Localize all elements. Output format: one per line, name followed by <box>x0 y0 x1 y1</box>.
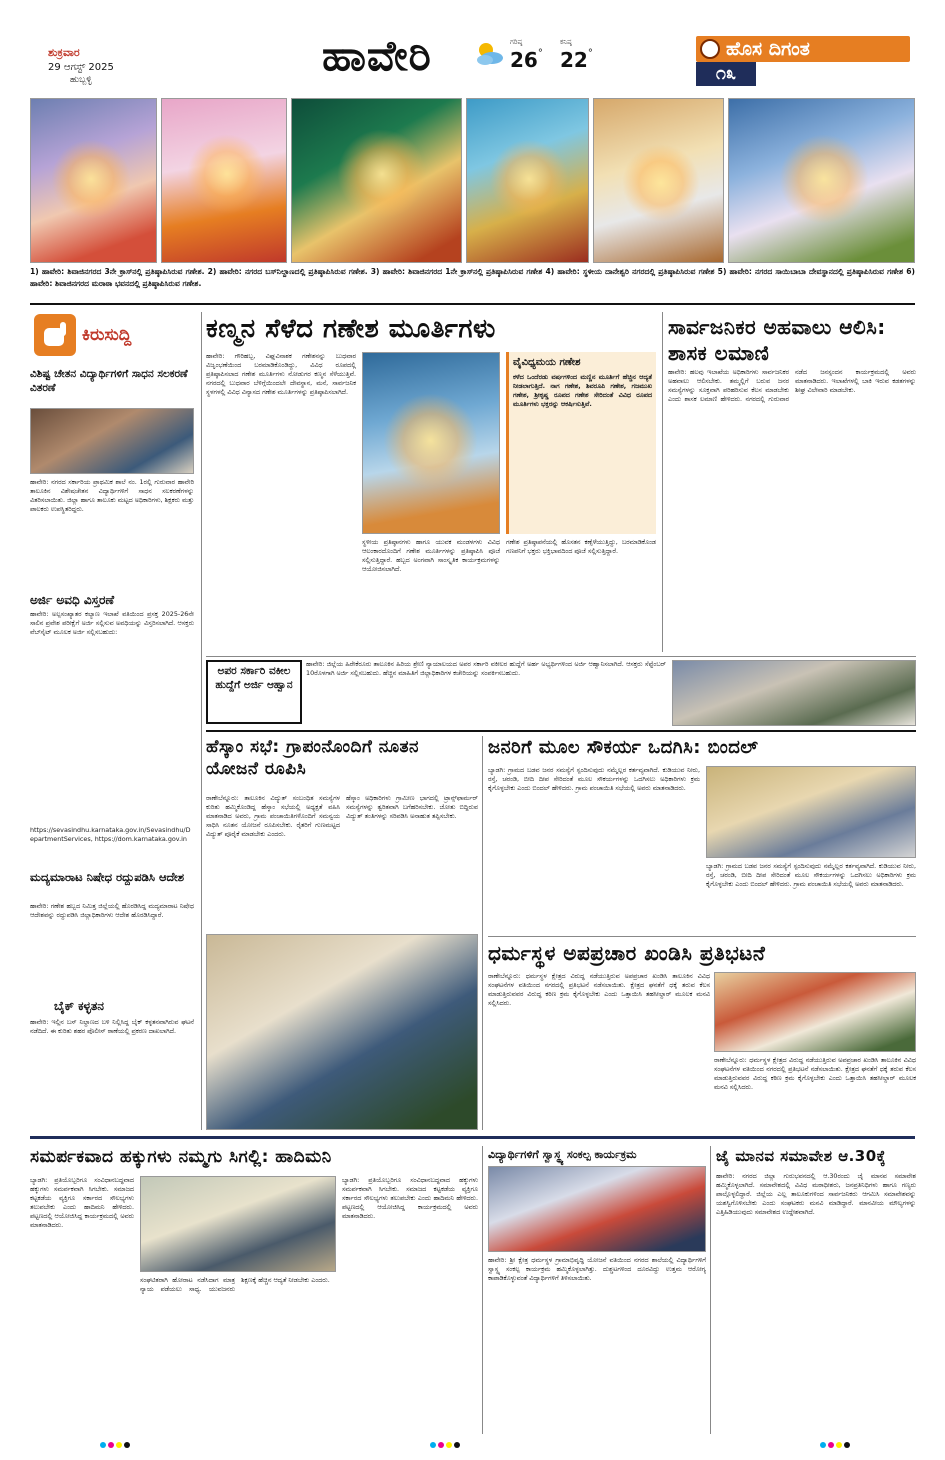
mid-divider-1 <box>206 656 916 657</box>
kirusuddi-photo <box>30 408 194 474</box>
bindal-body: ಬ್ಯಾಡಗಿ: ಗ್ರಾಮದ ಬಡವ ಜನರ ಸಮಸ್ಯೆಗೆ ಸ್ಪಂದಿಸುವುದು ನಮ್ಮೆಲ್ಲರ ಕರ್ತವ್ಯವಾಗಿದೆ. ಕುಡಿಯುವ ನೀರು, ರಸ್ತೆ, ಚರಂಡಿ, ಬೀದಿ ದೀಪ ಸೇರಿದಂತೆ ಮೂಲ ಸೌಕರ್ಯಗಳನ್ನು ಒದಗಿಸಲು ಅಧಿಕಾರಿಗಳು ಕ್ರಮ ಕೈಗೊಳ್ಳಬೇಕು ಎಂದು ಬಿಂದಲ್ ಹೇಳಿದರು. ಗ್ರಾಮ ಪಂಚಾಯಿತಿ ಸಭೆಯಲ್ಲಿ ಅವರು ಮಾತನಾಡಿದರು. <box>488 766 700 793</box>
ganesha-body-2: ಸ್ಥಳೀಯ ಪ್ರತಿಷ್ಠಾನಗಳು ಹಾಗೂ ಯುವಕ ಮಂಡಳಗಳು ವಿವಿಧ ಆಲಂಕಾರದೊಂದಿಗೆ ಗಣೇಶ ಮೂರ್ತಿಗಳನ್ನು ಪ್ರತಿಷ್ಠಾಪಿಸಿ ಪೂಜೆ ಸಲ್ಲಿಸುತ್ತಿದ್ದಾರೆ. ಹಬ್ಬದ ಅಂಗವಾಗಿ ಸಾಂಸ್ಕೃತಿಕ ಕಾರ್ಯಕ್ರಮಗಳನ್ನು ಆಯೋಜಿಸಲಾಗಿದೆ. <box>362 538 500 574</box>
health-headline: ವಿದ್ಯಾರ್ಥಿಗಳಿಗೆ ಸ್ವಾಸ್ಥ್ಯ ಸಂಕಲ್ಪ ಕಾರ್ಯಕ್ರಮ <box>488 1148 637 1161</box>
max-temp: 26 <box>510 48 538 73</box>
hand-icon <box>34 314 76 356</box>
top-photo-caption: 1) ಹಾವೇರಿ: ಶಿವಾಜಿನಗರದ 3ನೇ ಕ್ರಾಸ್‍ನಲ್ಲಿ ಪ್ರತಿಷ್ಠಾಪಿಸಿರುವ ಗಣೇಶ. 2) ಹಾವೇರಿ: ನಗರದ ಬಸ್‍ನಿಲ್ದಾಣದಲ್ಲಿ ಪ್ರತಿಷ್ಠಾಪಿಸಿರುವ ಗಣೇಶ. 3) ಹಾವೇರಿ: ಶಿವಾಜಿನಗರದ 1ನೇ ಕ್ರಾಸ್‍ನಲ್ಲಿ ಪ್ರತಿಷ್ಠಾಪಿಸಿರುವ ಗಣೇಶ 4) ಹಾವೇರಿ: ಸ್ಥಳೀಯ ದಾನೇಶ್ವರಿ ನಗರದಲ್ಲಿ ಪ್ರತಿಷ್ಠಾಪಿಸಿರುವ ಗಣೇಶ 5) ಹಾವೇರಿ: ನಗರದ ಸಾಯಿಬಾಬಾ ದೇವಸ್ಥಾನದಲ್ಲಿ ಪ್ರತಿಷ್ಠಾಪಿಸಿರುವ ಗಣೇಶ 6) ಹಾವೇರಿ: ಶಿವಾಜಿನಗರದ ಮರಾಠಾ ಭವನದಲ್ಲಿ ಪ್ರತಿಷ್ಠಾಪಿಸಿರುವ ಗಣೇಶ. <box>30 267 915 288</box>
paper-name: ಹೊಸ ದಿಗಂತ <box>726 38 810 60</box>
dharmasthala-photo <box>714 972 916 1052</box>
kirusuddi-body-4: ಹಾವೇರಿ: ಇಲ್ಲಿನ ಬಸ್ ನಿಲ್ದಾಣದ ಬಳಿ ನಿಲ್ಲಿಸಿದ್ದ ಬೈಕ್ ಕಳ್ಳತನವಾಗಿರುವ ಘಟನೆ ನಡೆದಿದೆ. ಈ ಕುರಿತು ಶಹರ ಪೊಲೀಸ್ ಠಾಣೆಯಲ್ಲಿ ಪ್ರಕರಣ ದಾಖಲಾಗಿದೆ. <box>30 1018 194 1036</box>
hadimani-body-3: ಬ್ಯಾಡಗಿ: ಪ್ರತಿಯೊಬ್ಬರಿಗೂ ಸಂವಿಧಾನಬದ್ಧವಾದ ಹಕ್ಕುಗಳು ಸಮರ್ಪಕವಾಗಿ ಸಿಗಬೇಕು. ಸಮಾಜದ ಕಟ್ಟಕಡೆಯ ವ್ಯಕ್ತಿಗೂ ಸರ್ಕಾರದ ಸೌಲಭ್ಯಗಳು ತಲುಪಬೇಕು ಎಂದು ಹಾದಿಮನಿ ಹೇಳಿದರು. ಪಟ್ಟಣದಲ್ಲಿ ಆಯೋಜಿಸಿದ್ದ ಕಾರ್ಯಕ್ರಮದಲ್ಲಿ ಅವರು ಮಾತನಾಡಿದರು. <box>342 1176 478 1221</box>
hadimani-body: ಬ್ಯಾಡಗಿ: ಪ್ರತಿಯೊಬ್ಬರಿಗೂ ಸಂವಿಧಾನಬದ್ಧವಾದ ಹಕ್ಕುಗಳು ಸಮರ್ಪಕವಾಗಿ ಸಿಗಬೇಕು. ಸಮಾಜದ ಕಟ್ಟಕಡೆಯ ವ್ಯಕ್ತಿಗೂ ಸರ್ಕಾರದ ಸೌಲಭ್ಯಗಳು ತಲುಪಬೇಕು ಎಂದು ಹಾದಿಮನಿ ಹೇಳಿದರು. ಪಟ್ಟಣದಲ್ಲಿ ಆಯೋಜಿಸಿದ್ದ ಕಾರ್ಯಕ್ರಮದಲ್ಲಿ ಅವರು ಮಾತನಾಡಿದರು. <box>30 1176 134 1230</box>
apara-title: ಅಪರ ಸರ್ಕಾರಿ ವಕೀಲ ಹುದ್ದೆಗೆ ಅರ್ಜಿ ಆಹ್ವಾನ <box>215 665 293 691</box>
ganesha-photo-4 <box>466 98 589 263</box>
bottom-divider <box>30 1136 915 1139</box>
dharmasthala-body-2: ರಾಣೇಬೆನ್ನೂರು: ಧರ್ಮಸ್ಥಳ ಕ್ಷೇತ್ರದ ವಿರುದ್ಧ ನಡೆಯುತ್ತಿರುವ ಅಪಪ್ರಚಾರ ಖಂಡಿಸಿ ತಾಲೂಕಿನ ವಿವಿಧ ಸಂಘಟನೆಗಳ ವತಿಯಿಂದ ನಗರದಲ್ಲಿ ಪ್ರತಿಭಟನೆ ನಡೆಸಲಾಯಿತು. ಕ್ಷೇತ್ರದ ಘನತೆಗೆ ಧಕ್ಕೆ ತರುವ ಕೆಲಸ ಮಾಡುತ್ತಿರುವವರ ವಿರುದ್ಧ ಕಠಿಣ ಕ್ರಮ ಕೈಗೊಳ್ಳಬೇಕು ಎಂದು ಒತ್ತಾಯಿಸಿ ತಹಸೀಲ್ದಾರ್ ಮೂಲಕ ಮನವಿ ಸಲ್ಲಿಸಿದರು. <box>714 1056 916 1092</box>
kirusuddi-headline-4: ಬೈಕ್ ಕಳ್ಳತನ <box>54 999 104 1013</box>
max-temp-block: ಗರಿಷ್ಠ 26° <box>510 38 550 74</box>
ganesha-photo-6 <box>728 98 915 263</box>
ganesha-body: ಹಾವೇರಿ: ಗೌರಿಹಬ್ಬ, ವಿಘ್ನವಿನಾಶಕ ಗಣೇಶನನ್ನು ಬುಧವಾರ ವಿಜೃಂಭಣೆಯಿಂದ ಬರಮಾಡಿಕೊಂಡಿದ್ದು, ವಿವಿಧ ರೂಪದಲ್ಲಿ ಪ್ರತಿಷ್ಠಾಪಿಸಲಾದ ಗಣೇಶ ಮೂರ್ತಿಗಳು ನೋಡುಗರ ಕಣ್ಮನ ಸೆಳೆಯುತ್ತಿವೆ. ನಗರದಲ್ಲಿ ಬುಧವಾರ ಬೆಳಿಗ್ಗೆಯಿಂದಲೇ ದೇವಸ್ಥಾನ, ಮನೆ, ಸಾರ್ವಜನಿಕ ಸ್ಥಳಗಳಲ್ಲಿ ವಿವಿಧ ವಿನ್ಯಾಸದ ಗಣೇಶ ಮೂರ್ತಿಗಳನ್ನು ಪ್ರತಿಷ್ಠಾಪಿಸಲಾಗಿದೆ. <box>206 352 356 397</box>
ganesha-photo-1 <box>30 98 157 263</box>
ganesha-body-3: ಗಣೇಶ ಪ್ರತಿಷ್ಠಾಪನೆಯಲ್ಲಿ ಹೊಸತನ ಕಣ್ಸೆಳೆಯುತ್ತಿದ್ದು, ಬರಮಾಡಿಕೊಂಡ ಗಣಪನಿಗೆ ಭಕ್ತರು ಭಕ್ತಿಭಾವದಿಂದ ಪೂಜೆ ಸಲ್ಲಿಸುತ್ತಿದ್ದಾರೆ. <box>506 538 656 556</box>
masthead-date-block <box>48 46 158 86</box>
bindal-body-2: ಬ್ಯಾಡಗಿ: ಗ್ರಾಮದ ಬಡವ ಜನರ ಸಮಸ್ಯೆಗೆ ಸ್ಪಂದಿಸುವುದು ನಮ್ಮೆಲ್ಲರ ಕರ್ತವ್ಯವಾಗಿದೆ. ಕುಡಿಯುವ ನೀರು, ರಸ್ತೆ, ಚರಂಡಿ, ಬೀದಿ ದೀಪ ಸೇರಿದಂತೆ ಮೂಲ ಸೌಕರ್ಯಗಳನ್ನು ಒದಗಿಸಲು ಅಧಿಕಾರಿಗಳು ಕ್ರಮ ಕೈಗೊಳ್ಳಬೇಕು ಎಂದು ಬಿಂದಲ್ ಹೇಳಿದರು. ಗ್ರಾಮ ಪಂಚಾಯಿತಿ ಸಭೆಯಲ್ಲಿ ಅವರು ಮಾತನಾಡಿದರು. <box>706 862 916 889</box>
max-label: ಗರಿಷ್ಠ <box>510 38 523 46</box>
weather-icon <box>472 40 506 68</box>
info-box-body: ಕಳೆದ ಒಂದೆರಡು ವರ್ಷಗಳಿಂದ ಮಣ್ಣಿನ ಮೂರ್ತಿಗೆ ಹೆಚ್ಚಿನ ಆದ್ಯತೆ ನೀಡಲಾಗುತ್ತಿದೆ. ನಾಗ ಗಣೇಶ, ಶಿವರೂಪಿ ಗಣೇಶ, ಗಜಮುಖ ಗಣೇಶ, ಶ್ರೀಕೃಷ್ಣ ರೂಪದ ಗಣೇಶ ಸೇರಿದಂತೆ ವಿವಿಧ ರೂಪದ ಮೂರ್ತಿಗಳು ಭಕ್ತರನ್ನು ಆಕರ್ಷಿಸುತ್ತಿವೆ. <box>513 372 652 408</box>
ganesha-mla-divider <box>662 312 663 652</box>
hadimani-divider <box>482 1146 483 1434</box>
hescom-headline: ಹೆಸ್ಕಾಂ ಸಭೆ: ಗ್ರಾಪಂನೊಂದಿಗೆ ನೂತನ ಯೋಜನೆ ರೂಪಿಸಿ <box>206 737 420 779</box>
min-temp: 22 <box>560 48 588 73</box>
date: 29 ಆಗಸ್ಟ್ 2025 <box>48 61 114 73</box>
masthead <box>0 0 945 92</box>
ganesha-story-photo <box>362 352 500 534</box>
paper-logo <box>696 32 910 88</box>
registration-marks-left <box>100 1442 132 1451</box>
dharmasthala-headline: ಧರ್ಮಸ್ಥಳ ಅಪಪ್ರಚಾರ ಖಂಡಿಸಿ ಪ್ರತಿಭಟನೆ <box>488 941 766 965</box>
info-box-title: ವೈವಿಧ್ಯಮಯ ಗಣೇಶ <box>513 357 581 368</box>
ganesha-headline: ಕಣ್ಮನ ಸೆಳೆದ ಗಣೇಶ ಮೂರ್ತಿಗಳು <box>206 314 496 344</box>
dharmasthala-body: ರಾಣೇಬೆನ್ನೂರು: ಧರ್ಮಸ್ಥಳ ಕ್ಷೇತ್ರದ ವಿರುದ್ಧ ನಡೆಯುತ್ತಿರುವ ಅಪಪ್ರಚಾರ ಖಂಡಿಸಿ ತಾಲೂಕಿನ ವಿವಿಧ ಸಂಘಟನೆಗಳ ವತಿಯಿಂದ ನಗರದಲ್ಲಿ ಪ್ರತಿಭಟನೆ ನಡೆಸಲಾಯಿತು. ಕ್ಷೇತ್ರದ ಘನತೆಗೆ ಧಕ್ಕೆ ತರುವ ಕೆಲಸ ಮಾಡುತ್ತಿರುವವರ ವಿರುದ್ಧ ಕಠಿಣ ಕ್ರಮ ಕೈಗೊಳ್ಳಬೇಕು ಎಂದು ಒತ್ತಾಯಿಸಿ ತಹಸೀಲ್ದಾರ್ ಮೂಲಕ ಮನವಿ ಸಲ್ಲಿಸಿದರು. <box>488 972 710 1008</box>
ganesha-photo-2 <box>161 98 287 263</box>
kirusuddi-headline-1: ವಿಶಿಷ್ಟ ಚೇತನ ವಿದ್ಯಾರ್ಥಿಗಳಿಗೆ ಸಾಧನ ಸಲಕರಣೆ ವಿತರಣೆ <box>30 368 188 394</box>
registration-marks-right <box>820 1442 852 1451</box>
kirusuddi-body-3: ಹಾವೇರಿ: ಗಣೇಶ ಹಬ್ಬದ ನಿಮಿತ್ತ ಜಿಲ್ಲೆಯಲ್ಲಿ ಹೊರಡಿಸಿದ್ದ ಮದ್ಯಮಾರಾಟ ನಿಷೇಧ ಆದೇಶವನ್ನು ರದ್ದುಪಡಿಸಿ ಜಿಲ್ಲಾಧಿಕಾರಿಗಳು ಆದೇಶ ಹೊರಡಿಸಿದ್ದಾರೆ. <box>30 902 194 920</box>
kirusuddi-headline-2: ಅರ್ಜಿ ಅವಧಿ ವಿಸ್ತರಣೆ <box>30 593 115 607</box>
jai-body: ಹಾವೇರಿ: ನಗರದ ಜಿಲ್ಲಾ ಗುರುಭವನದಲ್ಲಿ ಆ.30ರಂದು ಜೈ ಮಾನವ ಸಮಾವೇಶ ಹಮ್ಮಿಕೊಳ್ಳಲಾಗಿದೆ. ಸಮಾವೇಶದಲ್ಲಿ ವಿವಿಧ ಮಠಾಧೀಶರು, ಜನಪ್ರತಿನಿಧಿಗಳು ಹಾಗೂ ಗಣ್ಯರು ಪಾಲ್ಗೊಳ್ಳಲಿದ್ದಾರೆ. ಜಿಲ್ಲೆಯ ಎಲ್ಲ ತಾಲೂಕುಗಳಿಂದ ಸಾರ್ವಜನಿಕರು ಆಗಮಿಸಿ ಸಮಾವೇಶವನ್ನು ಯಶಸ್ವಿಗೊಳಿಸಬೇಕು ಎಂದು ಸಂಘಟಕರು ಮನವಿ ಮಾಡಿದ್ದಾರೆ. ಮಾನವೀಯ ಮೌಲ್ಯಗಳನ್ನು ಎತ್ತಿಹಿಡಿಯುವುದು ಸಮಾವೇಶದ ಉದ್ದೇಶವಾಗಿದೆ. <box>716 1172 916 1217</box>
hadimani-body-2: ಸಂಘಟಿತರಾಗಿ ಹೋರಾಟ ನಡೆಸಿದಾಗ ಮಾತ್ರ ನ್ಯಾಯ ಪಡೆಯಲು ಸಾಧ್ಯ. ಯುವಜನರು ಶಿಕ್ಷಣಕ್ಕೆ ಹೆಚ್ಚಿನ ಆದ್ಯತೆ ನೀಡಬೇಕು ಎಂದರು. <box>140 1276 330 1294</box>
page-number: ೧೩ <box>696 62 756 86</box>
logo-mark-icon <box>700 39 720 59</box>
mid-divider-2 <box>206 730 916 732</box>
kirusuddi-body-2: ಹಾವೇರಿ: ಅಲ್ಪಸಂಖ್ಯಾತರ ಕಲ್ಯಾಣ ಇಲಾಖೆ ವತಿಯಿಂದ ಪ್ರಸಕ್ತ 2025-26ನೇ ಸಾಲಿನ ಪ್ರವೇಶ ಪರೀಕ್ಷೆಗೆ ಅರ್ಜಿ ಸಲ್ಲಿಸುವ ಅವಧಿಯನ್ನು ವಿಸ್ತರಿಸಲಾಗಿದೆ. ಆಸಕ್ತರು ವೆಬ್‍ಸೈಟ್ ಮೂಲಕ ಅರ್ಜಿ ಸಲ್ಲಿಸಬಹುದು: <box>30 610 194 637</box>
min-label: ಕನಿಷ್ಠ <box>560 38 572 46</box>
bindal-divider <box>488 936 916 937</box>
ganesha-info-box <box>506 352 656 534</box>
bindal-headline: ಜನರಿಗೆ ಮೂಲ ಸೌಕರ್ಯ ಒದಗಿಸಿ: ಬಿಂದಲ್ <box>488 737 759 758</box>
health-body: ಹಾವೇರಿ: ಶ್ರೀ ಕ್ಷೇತ್ರ ಧರ್ಮಸ್ಥಳ ಗ್ರಾಮಾಭಿವೃದ್ಧಿ ಯೋಜನೆ ವತಿಯಿಂದ ನಗರದ ಶಾಲೆಯಲ್ಲಿ ವಿದ್ಯಾರ್ಥಿಗಳಿಗೆ ಸ್ವಾಸ್ಥ್ಯ ಸಂಕಲ್ಪ ಕಾರ್ಯಕ್ರಮ ಹಮ್ಮಿಕೊಳ್ಳಲಾಗಿತ್ತು. ದುಶ್ಚಟಗಳಿಂದ ದೂರವಿದ್ದು ಉತ್ತಮ ಆರೋಗ್ಯ ಕಾಪಾಡಿಕೊಳ್ಳುವಂತೆ ವಿದ್ಯಾರ್ಥಿಗಳಿಗೆ ತಿಳಿಸಲಾಯಿತು. <box>488 1256 706 1283</box>
ganesha-photo-3 <box>291 98 462 263</box>
health-photo <box>488 1166 706 1252</box>
min-temp-block: ಕನಿಷ್ಠ 22° <box>560 38 600 74</box>
hescom-body-2: ಹೆಸ್ಕಾಂ ಅಧಿಕಾರಿಗಳು ಗ್ರಾಮೀಣ ಭಾಗದಲ್ಲಿ ಟ್ರಾನ್ಸ್‌ಫಾರ್ಮರ್ ಸಮಸ್ಯೆಗಳನ್ನು ತ್ವರಿತವಾಗಿ ಬಗೆಹರಿಸಬೇಕು. ಜೋತು ಬಿದ್ದಿರುವ ವಿದ್ಯುತ್ ತಂತಿಗಳನ್ನು ಸರಿಪಡಿಸಿ ಅನಾಹುತ ತಪ್ಪಿಸಬೇಕು. <box>346 794 478 821</box>
left-column-divider <box>201 312 202 1130</box>
kirusuddi-body-1: ಹಾವೇರಿ: ನಗರದ ಸರ್ಕಾರಿಯ ಪ್ರಾಥಮಿಕ ಶಾಲೆ ನಂ. 1ರಲ್ಲಿ ಗುರುವಾರ ಹಾವೇರಿ ತಾಲೂಕಿನ ವಿಶೇಷಚೇತನ ವಿದ್ಯಾರ್ಥಿಗಳಿಗೆ ಸಾಧನ ಸಲಕರಣೆಗಳನ್ನು ವಿತರಿಸಲಾಯಿತು. ಜಿಲ್ಲಾ ಹಾಗೂ ತಾಲೂಕು ಮಟ್ಟದ ಅಧಿಕಾರಿಗಳು, ಶಿಕ್ಷಕರು ಮತ್ತು ಪಾಲಕರು ಉಪಸ್ಥಿತರಿದ್ದರು. <box>30 478 194 514</box>
ganesha-photo-5 <box>593 98 724 263</box>
kirusuddi-label: ಕಿರುಸುದ್ದಿ <box>82 325 132 345</box>
top-divider <box>30 303 915 305</box>
hescom-divider <box>482 736 483 1130</box>
city-title: ಹಾವೇರಿ <box>322 31 432 80</box>
registration-marks-center <box>430 1442 462 1451</box>
apara-body: ಹಾವೇರಿ: ಜಿಲ್ಲೆಯ ಹಿರೇಕೆರೂರು ತಾಲೂಕಿನ ಹಿರಿಯ ಶ್ರೇಣಿ ನ್ಯಾಯಾಲಯದ ಅಪರ ಸರ್ಕಾರಿ ವಕೀಲರ ಹುದ್ದೆಗೆ ಅರ್ಹ ಅಭ್ಯರ್ಥಿಗಳಿಂದ ಅರ್ಜಿ ಆಹ್ವಾನಿಸಲಾಗಿದೆ. ಆಸಕ್ತರು ಸೆಪ್ಟೆಂಬರ್ 10ರೊಳಗಾಗಿ ಅರ್ಜಿ ಸಲ್ಲಿಸಬಹುದು. ಹೆಚ್ಚಿನ ಮಾಹಿತಿಗೆ ಜಿಲ್ಲಾಧಿಕಾರಿಗಳ ಕಚೇರಿಯನ್ನು ಸಂಪರ್ಕಿಸಬಹುದು. <box>306 660 666 678</box>
day: ಶುಕ್ರವಾರ <box>48 46 80 59</box>
kirusuddi-column <box>30 312 198 1132</box>
mla-headline: ಸಾರ್ವಜನಿಕರ ಅಹವಾಲು ಆಲಿಸಿ: ಶಾಸಕ ಲಮಾಣಿ <box>668 315 886 365</box>
mla-meeting-photo <box>672 660 916 726</box>
hadimani-photo <box>140 1176 336 1272</box>
kirusuddi-headline-3: ಮದ್ಯಮಾರಾಟ ನಿಷೇಧ ರದ್ದುಪಡಿಸಿ ಆದೇಶ <box>30 870 185 884</box>
jai-headline: ಜೈ ಮಾನವ ಸಮಾವೇಶ ಆ.30ಕ್ಕೆ <box>716 1147 886 1165</box>
hescom-meeting-photo <box>206 934 478 1130</box>
place: ಹುಬ್ಬಳ್ಳಿ <box>70 75 92 86</box>
bindal-photo <box>706 766 916 858</box>
mla-body: ಹಾವೇರಿ: ಹಲವು ಇಲಾಖೆಯ ಅಧಿಕಾರಿಗಳು ಸಾರ್ವಜನಿಕರ ಅಹವಾಲು ಆಲಿಸಬೇಕು. ತಮ್ಮಲ್ಲಿಗೆ ಬರುವ ಜನರ ಸಮಸ್ಯೆಗಳನ್ನು ಸೂಕ್ತವಾಗಿ ಪರಿಹರಿಸುವ ಕೆಲಸ ಮಾಡಬೇಕು ಎಂದು ಶಾಸಕ ಲಮಾಣಿ ಹೇಳಿದರು. ನಗರದಲ್ಲಿ ಗುರುವಾರ ನಡೆದ ಜನಸ್ಪಂದನ ಕಾರ್ಯಕ್ರಮದಲ್ಲಿ ಅವರು ಮಾತನಾಡಿದರು. ಇಲಾಖೆಗಳಲ್ಲಿ ಬಾಕಿ ಇರುವ ಕಡತಗಳನ್ನು ಶೀಘ್ರ ವಿಲೇವಾರಿ ಮಾಡಬೇಕು. <box>668 368 916 404</box>
apara-title-box <box>206 660 302 724</box>
kirusuddi-label-box <box>30 312 190 364</box>
logo-band <box>696 36 910 62</box>
kirusuddi-url: https://sevasindhu.karnataka.gov.in/Sevasindhu/DepartmentServices, https://dom.karnataka.gov.in <box>30 826 191 844</box>
hescom-body: ರಾಣೇಬೆನ್ನೂರು: ತಾಲೂಕಿನ ವಿದ್ಯುತ್ ಸಂಬಂಧಿತ ಸಮಸ್ಯೆಗಳ ಕುರಿತು ಹಮ್ಮಿಕೊಂಡಿದ್ದ ಹೆಸ್ಕಾಂ ಸಭೆಯಲ್ಲಿ ಅಧ್ಯಕ್ಷತೆ ವಹಿಸಿ ಮಾತನಾಡಿದ ಅವರು, ಗ್ರಾಮ ಪಂಚಾಯಿತಿಗಳೊಂದಿಗೆ ಸಮನ್ವಯ ಸಾಧಿಸಿ ನೂತನ ಯೋಜನೆ ರೂಪಿಸಬೇಕು. ರೈತರಿಗೆ ಗುಣಮಟ್ಟದ ವಿದ್ಯುತ್ ಪೂರೈಕೆ ಮಾಡಬೇಕು ಎಂದರು. <box>206 794 340 839</box>
health-divider <box>710 1146 711 1434</box>
hadimani-headline: ಸಮರ್ಪಕವಾದ ಹಕ್ಕುಗಳು ನಮ್ಮಗು ಸಿಗಲ್ಲಿ: ಹಾದಿಮನಿ <box>30 1147 332 1167</box>
